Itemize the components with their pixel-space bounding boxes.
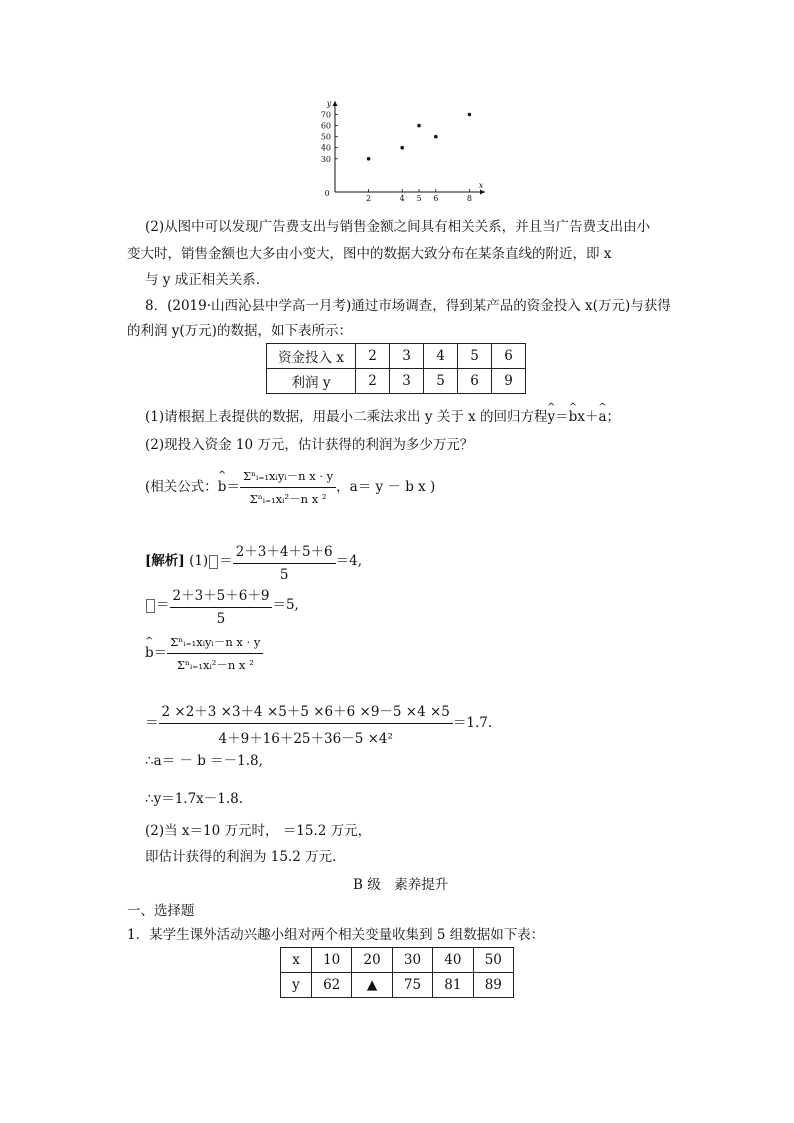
table-cell: 6 (458, 369, 492, 394)
solution-regression: ∴y＝1.7x－1.8. (145, 791, 244, 807)
formula-denominator: Σⁿᵢ₌₁xᵢ²－n x ² (249, 492, 327, 506)
y-axis-arrow-icon (333, 101, 338, 106)
b-hat: ^ b (145, 645, 154, 661)
p2-line3: 与 y 成正相关关系. (145, 272, 261, 288)
eq-sign: ＝ (153, 645, 168, 661)
ybar-fraction (170, 584, 273, 627)
p2-line2: 变大时，销售金额也大多由小变大，图中的数据大致分布在某条直线的附近，即 x (127, 246, 612, 262)
y-tick-label: 30 (320, 154, 331, 164)
table-cell: 2 (356, 369, 390, 394)
solution-part2-line1: (2)当 x＝10 万元时， ＝15.2 万元， (145, 823, 372, 839)
solution-ybar: ＝ $\frac{2+3+5+6+9}{5}$ ＝5, (145, 584, 299, 627)
solution-calc (145, 700, 492, 747)
x-tick-label: 8 (466, 194, 472, 203)
solution-b (145, 634, 263, 673)
q8-part1-text: (1)请根据上表提供的数据，用最小二乘法求出 y 关于 x 的回归方程 (145, 409, 548, 425)
x-plus: x＋ (577, 409, 599, 425)
table-cell: 75 (392, 973, 432, 998)
eq-sign: ＝ (145, 715, 159, 731)
x-axis-arrow-icon (480, 190, 485, 195)
q8-line2: 的利润 y(万元)的数据，如下表所示： (127, 323, 352, 339)
calc-result: ＝1.7. (452, 715, 493, 731)
formula-fraction (240, 468, 336, 507)
solution-xbar: [解析] (1) ＝ $\frac{2+3+4+5+6}{5}$ ＝4, (145, 540, 362, 583)
xbar-result: ＝4, (335, 553, 363, 569)
table-cell: ▲ (352, 973, 392, 998)
scatter-point (367, 157, 371, 161)
y-tick-label: 60 (320, 121, 331, 131)
ybar-numerator: 2＋3＋5＋6＋9 (170, 584, 273, 608)
q8-part1 (145, 408, 620, 426)
q8-part2: (2)现投入资金 10 万元，估计获得的利润为多少万元？ (145, 437, 474, 453)
semicolon: ； (606, 409, 621, 425)
q8-line1: 8．(2019·山西沁县中学高一月考)通过市场调查，得到某产品的资金投入 x(万元)与获得 (145, 298, 671, 314)
y-bar-placeholder-icon (146, 599, 155, 613)
table-row (281, 948, 514, 973)
x-tick-label: 5 (416, 194, 422, 203)
q1-line: 1．某学生课外活动兴趣小组对两个相关变量收集到 5 组数据如下表： (127, 927, 545, 943)
table-cell: x (281, 948, 312, 973)
x-tick-label: 2 (366, 194, 372, 203)
table-cell: 10 (312, 948, 352, 973)
solution-label: [解析] (145, 553, 185, 569)
table-cell: y (281, 973, 312, 998)
x-tick-label: 4 (399, 194, 405, 203)
y-axis-label: y (326, 99, 332, 108)
xbar-numerator: 2＋3＋4＋5＋6 (233, 540, 336, 564)
table-xy-data (280, 947, 514, 998)
table-cell: 5 (458, 344, 492, 369)
b-numerator: Σⁿᵢ₌₁xᵢyᵢ－n x · y (167, 634, 263, 654)
eq-sign: ＝ (226, 479, 240, 495)
table-cell: 89 (473, 973, 513, 998)
related-formula (145, 468, 435, 507)
origin-label: 0 (324, 189, 330, 198)
y-tick-label: 40 (320, 143, 331, 153)
table-row (267, 344, 526, 369)
p2-line1: (2)从图中可以发现广告费支出与销售金额之间具有相关关系，并且当广告费支出由小 (145, 219, 651, 235)
ybar-result: ＝5, (272, 597, 299, 613)
y-tick-label: 50 (320, 132, 331, 142)
table-cell: 81 (433, 973, 473, 998)
table-cell: 资金投入 x (267, 344, 356, 369)
eq-sign: ＝ (555, 409, 569, 425)
calc-fraction (159, 700, 453, 747)
scatter-chart (300, 95, 500, 205)
b-hat: ^ b (218, 479, 227, 495)
table-cell: 20 (352, 948, 392, 973)
scatter-point (417, 124, 421, 128)
solution-part2-line2: 即估计获得的利润为 15.2 万元. (145, 849, 337, 865)
xbar-fraction (233, 540, 336, 583)
x-bar-placeholder-icon (209, 555, 218, 569)
table-cell: 50 (473, 948, 513, 973)
xbar-denominator: 5 (279, 567, 289, 583)
table-cell: 2 (356, 344, 390, 369)
ybar-denominator: 5 (216, 611, 226, 627)
table-cell: 62 (312, 973, 352, 998)
section-b-title: B 级 素养提升 (353, 877, 449, 893)
b-fraction (167, 634, 263, 673)
formula-numerator: Σⁿᵢ₌₁xᵢyᵢ－n x · y (240, 468, 336, 488)
y-hat: ^ y (548, 408, 556, 426)
formula-prefix: (相关公式： (145, 479, 218, 495)
b-denominator: Σⁿᵢ₌₁xᵢ²－n x ² (176, 658, 254, 672)
y-tick-label: 70 (320, 110, 331, 120)
section-choice-title: 一、选择题 (127, 903, 195, 919)
table-cell: 40 (433, 948, 473, 973)
scatter-point (400, 146, 404, 150)
table-cell: 5 (424, 369, 458, 394)
formula-a: ，a＝ y － b x ) (336, 479, 436, 495)
b-hat: ^ b (569, 408, 578, 426)
table-row (281, 973, 514, 998)
solution-a: ∴a＝ － b ＝－1.8, (145, 753, 263, 769)
table-cell: 利润 y (267, 369, 356, 394)
table-cell: 4 (424, 344, 458, 369)
scatter-point (434, 135, 438, 139)
table-cell: 30 (392, 948, 432, 973)
x-axis-label: x (478, 181, 484, 190)
table-cell: 3 (390, 369, 424, 394)
scatter-point (468, 113, 472, 117)
table-cell: 6 (492, 344, 526, 369)
table-cell: 3 (390, 344, 424, 369)
x-tick-label: 6 (433, 194, 439, 203)
calc-numerator: 2 ×2＋3 ×3＋4 ×5＋5 ×6＋6 ×9－5 ×4 ×5 (159, 700, 453, 724)
table-investment-profit (266, 343, 526, 394)
calc-denominator: 4＋9＋16＋25＋36－5 ×4² (218, 731, 393, 747)
table-cell: 9 (492, 369, 526, 394)
solution-part1: (1) (189, 553, 209, 569)
table-row (267, 369, 526, 394)
a-hat: ^ a (598, 408, 606, 426)
